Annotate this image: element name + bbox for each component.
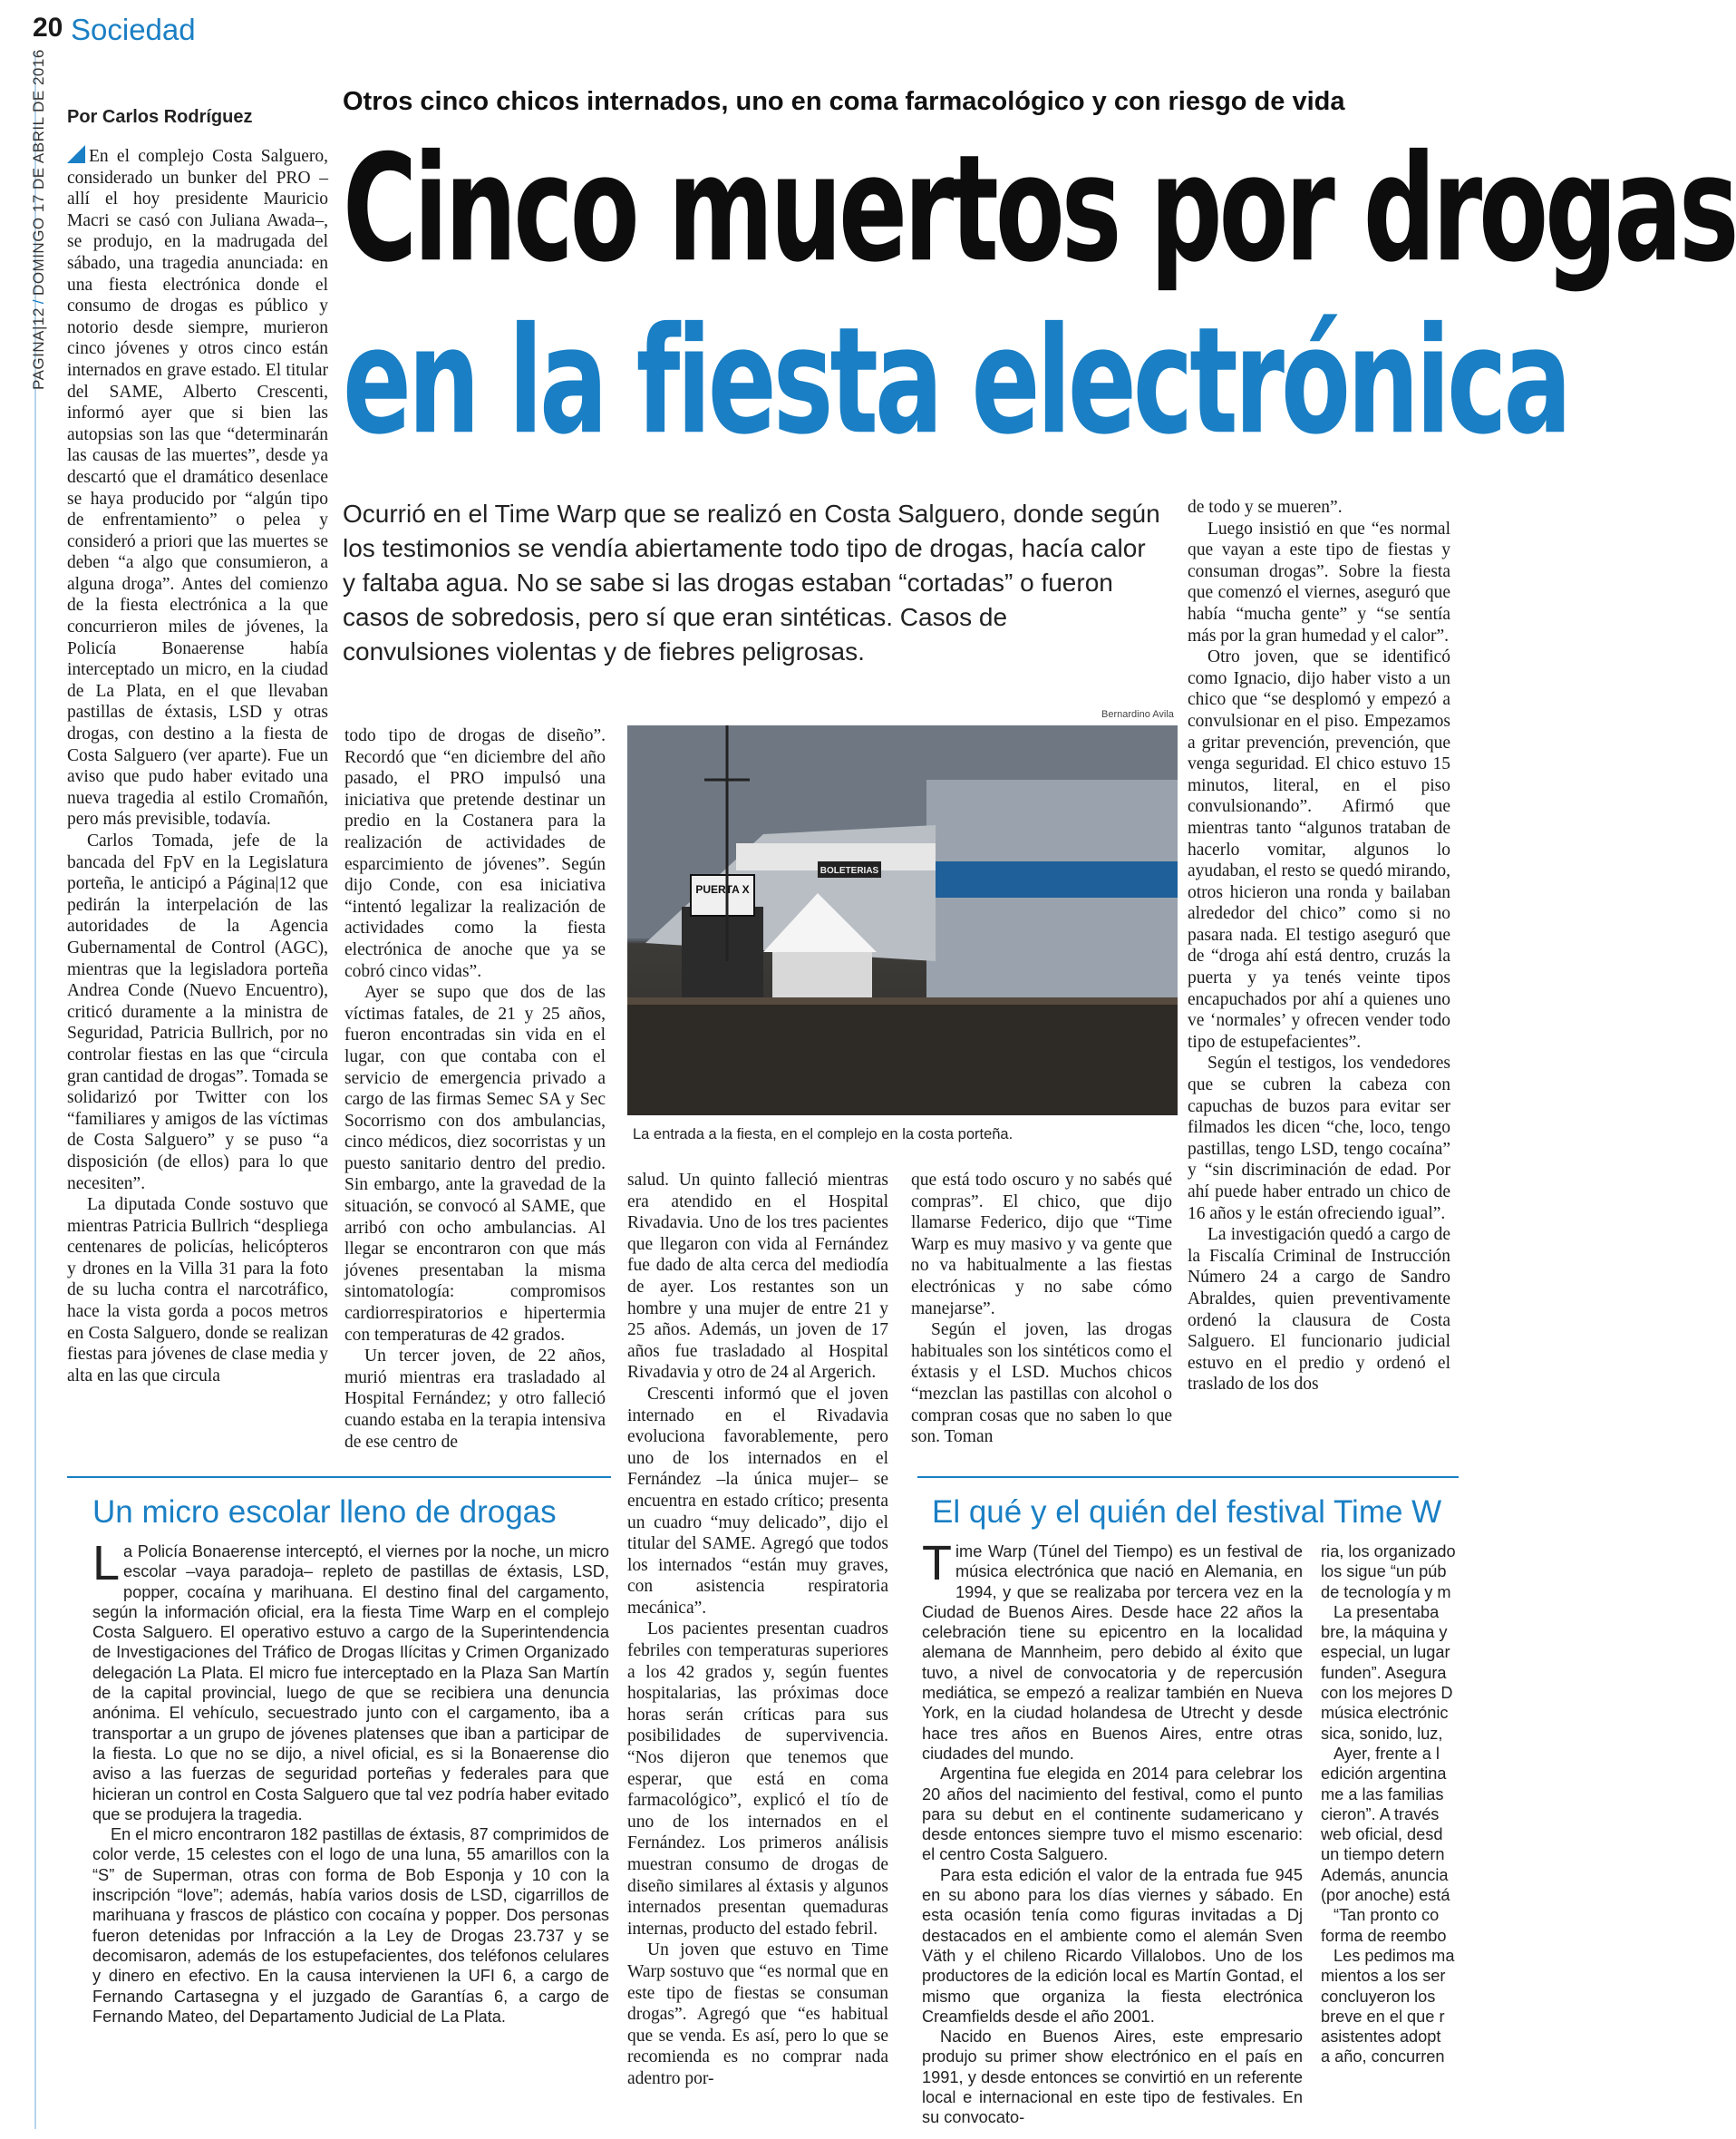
headline-line-2: en la fiesta electrónica — [343, 296, 1569, 468]
article-column-4 — [911, 1170, 1172, 1446]
paragraph: Nacido en Buenos Aires, este empresario produjo su primer show electrónico en el país en 1991, y desde entonces se convirtió en un referente local e internacional en este tipo de festivales. En su convocato- — [922, 2027, 1303, 2127]
article-column-3 — [627, 1170, 888, 2090]
box-title: El qué y el quién del festival Time W — [932, 1494, 1442, 1530]
paragraph: La investigación quedó a cargo de la Fiscalía Criminal de Instrucción Número 24 a cargo de Sandro Abraldes, quien preventivamente ordenó la clausura de Costa Salguero. El funcionario judicial estuvo en el predio y ordenó el traslado de los dos — [1188, 1225, 1450, 1395]
triangle-marker-icon — [67, 145, 85, 163]
paragraph: Los pacientes presentan cuadros febriles con temperaturas superiores a los 42 grados y, según fuentes hospitalarias, las próximas doce horas serán críticas para sus posibilidades de supervivencia. “Nos dijeron que tenemos que esperar, que está en coma farmacológico”, explicó el tío de uno de los internados en el Fernández. Los primeros análisis muestran consumo de drogas de diseño similares al éxtasis y algunos internados presentan quemaduras internas, producto del estado febril. — [627, 1619, 888, 1939]
paragraph: En el complejo Costa Salguero, considerado un bunker del PRO –allí el hoy presidente Mauricio Macri se casó con Juliana Awada–, se produjo, en la madrugada del sábado, una tragedia anunciada: en una fiesta electrónica donde el consumo de drogas es público y notorio desde siempre, murieron cinco jóvenes y otros cinco están internados en grave estado. El titular del SAME, Alberto Crescenti, informó ayer que si bien las autopsias son las que “determinarán las causas de las muertes”, desde ya descartó que el dramático desenlace se haya producido por “algún tipo de enfrentamiento” o pelea y consideró a priori que las muertes se deben “a algo que consumieron, a alguna droga”. Antes del comienzo de la fiesta electrónica a la que concurrieron miles de jóvenes, la Policía Bonaerense había interceptado un micro, en la ciudad de La Plata, en el que llevaban pastillas de éxtasis, LSD y otras drogas, con destino a la fiesta de Costa Salguero (ver aparte). Fue un aviso que pudo haber evitado una nueva tragedia al estilo Cromañón, pero más previsible, todavía. — [67, 147, 328, 830]
box-title: Un micro escolar lleno de drogas — [92, 1494, 557, 1530]
headline-line-1: Cinco muertos por drogas — [343, 123, 1736, 296]
dateline-paper: PAGINA|12 — [30, 307, 47, 390]
paragraph: Para esta edición el valor de la entrada fue 945 en su abono para los días viernes y sábado. En esta ocasión tenía como figuras invitadas a Dj destacados en el ambiente como el alemán Sven Väth y el chileno Ricardo Villalobos. Uno de los productores de la edición local es Martín Gontad, el mismo que organiza la fiesta electrónica Creamfields desde el año 2001. — [922, 1865, 1303, 2026]
paragraph: Según el joven, las drogas habituales son los sintéticos como el éxtasis y el LSD. Muchos chicos “mezclan las pastillas con alcohol o compran cosas que no saben lo que son. Toman — [911, 1320, 1172, 1447]
photo-caption: La entrada a la fiesta, en el complejo en la costa porteña. — [633, 1126, 1013, 1142]
paragraph: Ayer se supo que dos de las víctimas fatales, de 21 y 25 años, fueron encontradas sin vida en el lugar, con que contaba con el servicio de emergencia privado a cargo de las firmas Semec SA y Sec Socorrismo con dos ambulancias, cinco médicos, diez socorristas y un puesto sanitario dentro del predio. Sin embargo, ante la gravedad de la situación, se convocó al SAME, que arribó con ocho ambulancias. Al llegar se encontraron con que más jóvenes presentaban la misma sintomatología: compromisos cardiorrespiratorios e hipertermia con temperaturas de 42 grados. — [344, 983, 606, 1345]
dateline — [30, 49, 48, 390]
sidebar-box-micro — [67, 1476, 611, 2113]
page-number: 20 — [33, 13, 63, 43]
drop-cap: L — [92, 1536, 121, 1590]
paragraph: Argentina fue elegida en 2014 para celebrar los 20 años del nacimiento del festival, como el punto para su debut en el continente sudamericano y desde entonces siempre tuvo el mismo escenario: el centro Costa Salguero. — [922, 1765, 1303, 1864]
dateline-date: DOMINGO 17 DE ABRIL DE 2016 — [30, 49, 47, 296]
kicker: Otros cinco chicos internados, uno en coma farmacológico y con riesgo de vida — [343, 87, 1345, 116]
paragraph: todo tipo de drogas de diseño”. Recordó que “en diciembre del año pasado, el PRO impulsó una iniciativa que pretende destinar un predio en la Costanera para la realización de actividades de esparcimiento de jóvenes”. Según dijo Conde, con esa iniciativa “intentó legalizar la realización de actividades como la fiesta electrónica de anoche que ya se cobró cinco vidas”. — [344, 726, 606, 981]
paragraph: Según el testigos, los vendedores que se cubren la cabeza con capuchas de buzos para evitar ser filmados les dicen “che, loco, tengo pastillas, tengo LSD, tengo cocaína” y “sin discriminación de edad. Por ahí puede haber entrado un chico de 16 años y le están ofreciendo igual”. — [1188, 1054, 1450, 1223]
box-column-1 — [922, 1536, 1303, 2127]
article-column-2 — [344, 725, 606, 1451]
section-name: Sociedad — [71, 13, 196, 46]
paragraph: que está todo oscuro y no sabés qué compras”. El chico, que dijo llamarse Federico, dijo que “Time Warp es muy masivo y va gente que no va habitualmente a las fiestas electrónicas y no sabe cómo manejarse”. — [911, 1171, 1172, 1318]
paragraph: La Policía Bonaerense interceptó, el viernes por la noche, un micro escolar –vaya paradoja– repleto de pastillas de éxtasis, LSD, popper, cocaína y marihuana. El destino final del cargamento, según la información oficial, era la fiesta Time Warp en el complejo Costa Salguero. El operativo estuvo a cargo de la Superintendencia de Investigaciones del Tráfico de Drogas Ilícitas y Crimen Organizado delegación La Plata. El micro fue interceptado en la Plaza San Martín de la capital provincial, luego de que se recibiera una denuncia anónima. El vehículo, secuestrado junto con el cargamento, iba a transportar a un grupo de jóvenes platenses que iban a participar de la fiesta. Lo que no se dijo, a nivel oficial, es si la Bonaerense dio aviso a las fuerzas de seguridad porteñas y federales para que hicieran un control en Costa Salguero que tal vez podría haber evitado que se produjera la tragedia. — [92, 1536, 609, 1823]
paragraph: En el micro encontraron 182 pastillas de éxtasis, 87 comprimidos de color verde, 15 celestes con el logo de una luna, 55 amarillos con la “S” de Superman, otras con forma de Bob Esponja y 10 con la inscripción “love”; además, había varios dosis de LSD, cigarrillos de marihuana y frascos de plástico con cocaína y popper. Dos personas fueron detenidas por Infracción a la Ley de Drogas 23.737 y se decomisaron, además de los estupefacientes, dos teléfonos celulares y dinero en efectivo. En la causa intervienen la UFI 6, a cargo de Fernando Cartasegna y el juzgado de Garantías 6, a cargo de Fernando Mateo, del Departamento Judicial de La Plata. — [92, 1825, 609, 2026]
photo-credit: Bernardino Avila — [1101, 709, 1174, 720]
drop-cap: T — [922, 1536, 952, 1590]
paragraph: de todo y se mueren”. — [1188, 498, 1343, 517]
paragraph: Time Warp (Túnel del Tiempo) es un festival de música electrónica que nació en Alemania, en 1994, y que se realizaba por tercera vez en la Ciudad de Buenos Aires. Desde hace 22 años la celebración tiene su epicentro en la localidad alemana de Mannheim, pero debido al éxito que tuvo, a nivel de convocatoria y de repercusión mediática, se empezó a realizar también en Nueva York, en la ciudad holandesa de Utrecht y desde hace tres años en Buenos Aires, entre otras ciudades del mundo. — [922, 1536, 1303, 1763]
paragraph: La diputada Conde sostuvo que mientras Patricia Bullrich “despliega centenares de policías, helicópteros y drones en la Villa 31 para la foto de su lucha contra el narcotráfico, hace la vista gorda a pocos metros en Costa Salguero, donde se realizan fiestas para jóvenes de clase media y alta en las que circula — [67, 1195, 328, 1385]
paragraph: Carlos Tomada, jefe de la bancada del FpV en la Legislatura porteña, le anticipó a Página|12 que pedirán la interpelación de las autoridades de la Agencia Gubernamental de Control (AGC), mientras que la legisladora porteña Andrea Conde (Nuevo Encuentro), criticó duramente a la ministra de Seguridad, Patricia Bullrich, por no controlar fiestas en las que “circula gran cantidad de drogas”. Tomada se solidarizó por Twitter con los “familiares y amigos de las víctimas de Costa Salguero” y se puso “a disposición (de ellos) para lo que necesiten”. — [67, 831, 328, 1193]
paragraph: Un tercer joven, de 22 años, murió mientras era trasladado al Hospital Fernández; y otro falleció cuando estaba en la terapia intensiva de ese centro de — [344, 1347, 606, 1452]
ticket-sign: BOLETERIAS — [820, 866, 879, 876]
venue-entrance-illustration — [627, 725, 1178, 1115]
paragraph: Otro joven, que se identificó como Ignacio, dijo haber visto a un chico que “se desplomó y empezó a convulsionar en el piso. Empezamos a gritar prevención, prevención, que venga seguridad. El chico estuvo 15 minutos, literal, en el piso convulsionando”. Afirmó que mientras tanto “algunos trataban de hacerlo vomitar, algunos lo ayudaban, el resto se quedó mirando, otros hicieron una ronda y bailaban alrededor del chico” como si no pasara nada. El testigo aseguró que de “droga ahí está dentro, cruzás la puerta y ya tenés veinte tipos encapuchados por ahí a quienes uno ve ‘normales’ y ofrecen vender todo tipo de estupefacientes”. — [1188, 647, 1450, 1052]
paragraph: Luego insistió en que “es normal que vayan a este tipo de fiestas y consuman drogas”. Sobre la fiesta que comenzó el viernes, aseguró que había “mucha gente” y “se sentía más por la gran humedad y el calor”. — [1188, 519, 1450, 646]
article-photo — [627, 725, 1178, 1115]
article-column-5 — [1188, 497, 1450, 1451]
paragraph: Un joven que estuvo en Time Warp sostuvo que “es normal que en este tipo de fiestas se consuman drogas”. Agregó que “es habitual que se venda. Es así, pero lo que se recomienda es no comprar nada adentro por- — [627, 1940, 888, 2088]
door-sign: PUERTA X — [695, 883, 750, 896]
sidebar-box-festival — [917, 1476, 1459, 2127]
article-lead: Ocurrió en el Time Warp que se realizó en Costa Salguero, donde según los testimonios se vendía abiertamente todo tipo de drogas, hacía calor y faltaba agua. No se sabe si las drogas estaban “cortadas” o fueron casos de sobredosis, pero sí que eran sintéticas. Casos de convulsiones violentas y de fiebres peligrosas. — [343, 500, 1160, 666]
paragraph: salud. Un quinto falleció mientras era atendido en el Hospital Rivadavia. Uno de los tres pacientes que llegaron con vida al Fernández fue dado de alta cerca del mediodía de ayer. Los restantes son un hombre y una mujer de entre 21 y 25 años. Además, un joven de 17 años fue trasladado al Hospital Rivadavia y otro de 24 al Argerich. — [627, 1171, 888, 1383]
box-body — [92, 1536, 609, 2095]
byline: Por Carlos Rodríguez — [67, 107, 253, 127]
article-column-1 — [67, 145, 328, 1451]
box-column-2: ria, los organizado los sigue “un púb de tecnología y m La presentaba bre, la máquina y especial, un lugar funden”. Asegura con los mejores D música electrónic sica, sonido, luz, Ayer, frente a l edición argentina me a las familias cieron”. A través web oficial, desd un tiempo detern Además, anuncia (por anoche) está “Tan pronto co forma de reembo Les pedimos ma mientos a los ser concluyeron los breve en el que r asistentes adopt a año, concurren — [1321, 1542, 1456, 2066]
dateline-separator: / — [30, 298, 47, 305]
paragraph: Crescenti informó que el joven internado en el Rivadavia evoluciona favorablemente, pero uno de los internados en el Fernández –la única mujer– se encuentra en estado crítico; presenta un cuadro “muy delicado”, dijo el titular del SAME. Agregó que todos los internados “están muy graves, con asistencia respiratoria mecánica”. — [627, 1384, 888, 1618]
